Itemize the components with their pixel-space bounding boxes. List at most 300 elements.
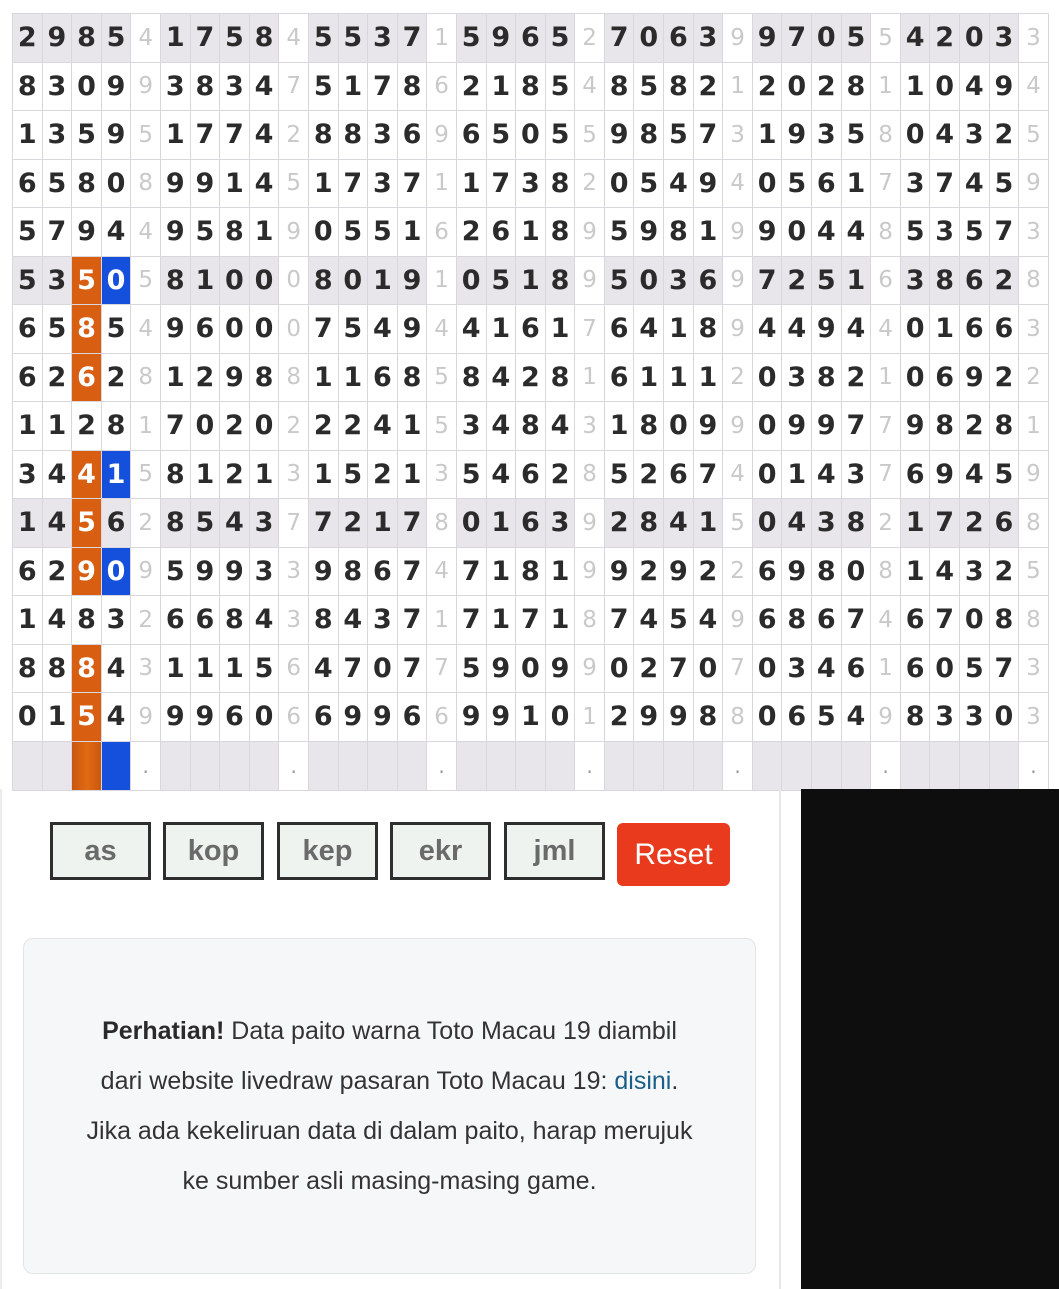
separator-cell[interactable]: 1 xyxy=(131,402,161,451)
blank-cell[interactable] xyxy=(634,741,664,790)
digit-cell[interactable]: 0 xyxy=(752,450,782,499)
digit-cell[interactable]: 8 xyxy=(989,402,1019,451)
digit-cell[interactable]: 0 xyxy=(249,305,279,354)
digit-cell[interactable]: 4 xyxy=(249,111,279,160)
digit-cell[interactable]: 5 xyxy=(72,111,102,160)
digit-cell[interactable]: 8 xyxy=(220,596,250,645)
digit-cell[interactable]: 0 xyxy=(634,256,664,305)
digit-cell[interactable]: 9 xyxy=(72,547,102,596)
digit-cell[interactable]: 9 xyxy=(190,159,220,208)
digit-cell[interactable]: 7 xyxy=(486,159,516,208)
digit-cell[interactable]: 2 xyxy=(190,353,220,402)
digit-cell[interactable]: 5 xyxy=(545,62,575,111)
separator-cell[interactable]: 4 xyxy=(427,547,457,596)
digit-cell[interactable]: 6 xyxy=(308,693,338,742)
digit-cell[interactable]: 2 xyxy=(338,499,368,548)
digit-cell[interactable]: 8 xyxy=(249,353,279,402)
digit-cell[interactable]: 0 xyxy=(664,402,694,451)
separator-cell[interactable]: 9 xyxy=(131,62,161,111)
blank-cell[interactable] xyxy=(782,741,812,790)
digit-cell[interactable]: 6 xyxy=(989,305,1019,354)
ekr-button[interactable]: ekr xyxy=(390,822,491,880)
digit-cell[interactable]: 3 xyxy=(812,499,842,548)
digit-cell[interactable]: 6 xyxy=(752,596,782,645)
separator-cell[interactable]: 8 xyxy=(131,159,161,208)
digit-cell[interactable]: 5 xyxy=(456,644,486,693)
digit-cell[interactable]: 3 xyxy=(13,450,43,499)
separator-cell[interactable]: 3 xyxy=(279,547,309,596)
digit-cell[interactable]: 1 xyxy=(900,547,930,596)
digit-cell[interactable]: 9 xyxy=(634,693,664,742)
separator-cell[interactable]: 8 xyxy=(575,450,605,499)
blank-cell[interactable] xyxy=(841,741,871,790)
separator-cell[interactable]: 3 xyxy=(723,111,753,160)
digit-cell[interactable]: 3 xyxy=(101,596,131,645)
separator-cell[interactable]: 9 xyxy=(131,693,161,742)
digit-cell[interactable]: 8 xyxy=(249,14,279,63)
digit-cell[interactable]: 1 xyxy=(397,208,427,257)
digit-cell[interactable]: 2 xyxy=(338,402,368,451)
digit-cell[interactable]: 9 xyxy=(72,208,102,257)
digit-cell[interactable]: 9 xyxy=(812,402,842,451)
digit-cell[interactable]: 2 xyxy=(604,693,634,742)
digit-cell[interactable]: 3 xyxy=(782,353,812,402)
digit-cell[interactable]: 6 xyxy=(989,499,1019,548)
digit-cell[interactable]: 4 xyxy=(249,596,279,645)
separator-cell[interactable]: 4 xyxy=(871,305,901,354)
digit-cell[interactable]: 8 xyxy=(308,256,338,305)
digit-cell[interactable]: 3 xyxy=(812,111,842,160)
digit-cell[interactable]: 3 xyxy=(368,159,398,208)
separator-cell[interactable]: 7 xyxy=(871,159,901,208)
digit-cell[interactable]: 1 xyxy=(456,159,486,208)
digit-cell[interactable]: 7 xyxy=(160,402,190,451)
digit-cell[interactable]: 8 xyxy=(101,402,131,451)
digit-cell[interactable]: 5 xyxy=(101,305,131,354)
digit-cell[interactable]: 8 xyxy=(516,402,546,451)
digit-cell[interactable]: 6 xyxy=(960,256,990,305)
digit-cell[interactable]: 5 xyxy=(308,62,338,111)
digit-cell[interactable]: 9 xyxy=(397,305,427,354)
separator-cell[interactable]: 6 xyxy=(279,644,309,693)
digit-cell[interactable]: 3 xyxy=(900,256,930,305)
digit-cell[interactable]: 8 xyxy=(900,693,930,742)
digit-cell[interactable]: 0 xyxy=(841,547,871,596)
digit-cell[interactable]: 4 xyxy=(220,499,250,548)
separator-cell[interactable]: 5 xyxy=(427,353,457,402)
digit-cell[interactable]: 1 xyxy=(516,256,546,305)
digit-cell[interactable]: 2 xyxy=(368,450,398,499)
digit-cell[interactable]: 1 xyxy=(397,450,427,499)
digit-cell[interactable]: 4 xyxy=(486,402,516,451)
separator-cell[interactable]: 9 xyxy=(575,547,605,596)
separator-cell[interactable]: 5 xyxy=(131,450,161,499)
digit-cell[interactable]: 6 xyxy=(368,547,398,596)
digit-cell[interactable]: 7 xyxy=(930,596,960,645)
digit-cell[interactable]: 1 xyxy=(397,402,427,451)
digit-cell[interactable]: 1 xyxy=(13,596,43,645)
digit-cell[interactable]: 1 xyxy=(13,111,43,160)
separator-cell[interactable]: 9 xyxy=(871,693,901,742)
digit-cell[interactable]: 4 xyxy=(782,305,812,354)
digit-cell[interactable]: 7 xyxy=(516,596,546,645)
separator-cell[interactable]: . xyxy=(871,741,901,790)
digit-cell[interactable]: 5 xyxy=(782,159,812,208)
digit-cell[interactable]: 7 xyxy=(604,596,634,645)
digit-cell[interactable]: 9 xyxy=(545,644,575,693)
digit-cell[interactable]: 1 xyxy=(516,208,546,257)
digit-cell[interactable]: 1 xyxy=(42,402,72,451)
digit-cell[interactable]: 1 xyxy=(308,450,338,499)
digit-cell[interactable]: 6 xyxy=(101,499,131,548)
separator-cell[interactable]: 3 xyxy=(279,596,309,645)
digit-cell[interactable]: 5 xyxy=(308,14,338,63)
separator-cell[interactable]: . xyxy=(723,741,753,790)
digit-cell[interactable]: 2 xyxy=(545,450,575,499)
digit-cell[interactable]: 8 xyxy=(693,305,723,354)
digit-cell[interactable]: 9 xyxy=(160,208,190,257)
digit-cell[interactable]: 8 xyxy=(42,644,72,693)
separator-cell[interactable]: 8 xyxy=(427,499,457,548)
digit-cell[interactable]: 9 xyxy=(160,693,190,742)
digit-cell[interactable]: 8 xyxy=(72,14,102,63)
separator-cell[interactable]: 3 xyxy=(1019,305,1049,354)
separator-cell[interactable]: 6 xyxy=(427,693,457,742)
source-link[interactable]: disini xyxy=(614,1067,672,1095)
digit-cell[interactable]: 0 xyxy=(900,353,930,402)
digit-cell[interactable]: 7 xyxy=(693,450,723,499)
digit-cell[interactable]: 5 xyxy=(368,208,398,257)
digit-cell[interactable]: 7 xyxy=(308,305,338,354)
digit-cell[interactable]: 0 xyxy=(634,14,664,63)
digit-cell[interactable]: 5 xyxy=(664,596,694,645)
digit-cell[interactable]: 3 xyxy=(368,111,398,160)
digit-cell[interactable]: 6 xyxy=(752,547,782,596)
digit-cell[interactable]: 1 xyxy=(545,305,575,354)
digit-cell[interactable]: 1 xyxy=(545,596,575,645)
digit-cell[interactable]: 4 xyxy=(664,499,694,548)
separator-cell[interactable]: 1 xyxy=(575,353,605,402)
digit-cell[interactable]: 9 xyxy=(486,14,516,63)
separator-cell[interactable]: 1 xyxy=(871,644,901,693)
jml-button[interactable]: jml xyxy=(504,822,605,880)
separator-cell[interactable]: 7 xyxy=(575,305,605,354)
blank-cell[interactable] xyxy=(220,741,250,790)
digit-cell[interactable]: 9 xyxy=(989,62,1019,111)
digit-cell[interactable]: 2 xyxy=(989,111,1019,160)
digit-cell[interactable]: 4 xyxy=(249,159,279,208)
digit-cell[interactable]: 8 xyxy=(308,111,338,160)
digit-cell[interactable]: 5 xyxy=(812,693,842,742)
digit-cell[interactable]: 1 xyxy=(249,208,279,257)
digit-cell[interactable]: 2 xyxy=(960,499,990,548)
separator-cell[interactable]: . xyxy=(575,741,605,790)
digit-cell[interactable]: 7 xyxy=(664,644,694,693)
separator-cell[interactable]: 7 xyxy=(871,450,901,499)
separator-cell[interactable]: 9 xyxy=(723,596,753,645)
separator-cell[interactable]: . xyxy=(279,741,309,790)
digit-cell[interactable]: 6 xyxy=(930,353,960,402)
blank-cell[interactable] xyxy=(693,741,723,790)
digit-cell[interactable]: 5 xyxy=(960,208,990,257)
digit-cell[interactable]: 7 xyxy=(338,159,368,208)
digit-cell[interactable]: 9 xyxy=(693,402,723,451)
digit-cell[interactable]: 4 xyxy=(693,596,723,645)
digit-cell[interactable]: 9 xyxy=(101,62,131,111)
digit-cell[interactable]: 1 xyxy=(190,256,220,305)
digit-cell[interactable]: 9 xyxy=(220,353,250,402)
digit-cell[interactable]: 6 xyxy=(13,547,43,596)
digit-cell[interactable]: 6 xyxy=(664,14,694,63)
digit-cell[interactable]: 8 xyxy=(13,644,43,693)
separator-cell[interactable]: 9 xyxy=(723,305,753,354)
digit-cell[interactable]: 2 xyxy=(930,14,960,63)
blank-cell[interactable] xyxy=(190,741,220,790)
separator-cell[interactable]: 8 xyxy=(1019,596,1049,645)
blank-cell[interactable] xyxy=(752,741,782,790)
digit-cell[interactable]: 2 xyxy=(989,547,1019,596)
digit-cell[interactable]: 1 xyxy=(634,353,664,402)
digit-cell[interactable]: 6 xyxy=(190,596,220,645)
digit-cell[interactable]: 2 xyxy=(693,547,723,596)
digit-cell[interactable]: 4 xyxy=(841,693,871,742)
digit-cell[interactable]: 8 xyxy=(664,208,694,257)
kep-button[interactable]: kep xyxy=(277,822,378,880)
kop-button[interactable]: kop xyxy=(163,822,264,880)
separator-cell[interactable]: 1 xyxy=(871,62,901,111)
separator-cell[interactable]: 3 xyxy=(1019,208,1049,257)
digit-cell[interactable]: 1 xyxy=(545,547,575,596)
separator-cell[interactable]: 8 xyxy=(1019,256,1049,305)
digit-cell[interactable]: 2 xyxy=(13,14,43,63)
digit-cell[interactable]: 7 xyxy=(841,402,871,451)
digit-cell[interactable]: 3 xyxy=(160,62,190,111)
digit-cell[interactable]: 0 xyxy=(516,111,546,160)
digit-cell[interactable]: 0 xyxy=(752,353,782,402)
digit-cell[interactable]: 5 xyxy=(72,499,102,548)
digit-cell[interactable]: 0 xyxy=(752,693,782,742)
digit-cell[interactable]: 9 xyxy=(782,111,812,160)
digit-cell[interactable]: 1 xyxy=(486,499,516,548)
digit-cell[interactable]: 9 xyxy=(308,547,338,596)
digit-cell[interactable]: 0 xyxy=(101,159,131,208)
separator-cell[interactable]: 3 xyxy=(1019,14,1049,63)
digit-cell[interactable]: 7 xyxy=(693,111,723,160)
separator-cell[interactable]: 8 xyxy=(871,111,901,160)
digit-cell[interactable]: 1 xyxy=(486,62,516,111)
digit-cell[interactable]: 5 xyxy=(190,499,220,548)
digit-cell[interactable]: 1 xyxy=(13,402,43,451)
blank-cell[interactable] xyxy=(960,741,990,790)
digit-cell[interactable]: 7 xyxy=(989,208,1019,257)
digit-cell[interactable]: 0 xyxy=(930,644,960,693)
digit-cell[interactable]: 5 xyxy=(338,14,368,63)
digit-cell[interactable]: 8 xyxy=(782,596,812,645)
separator-cell[interactable]: 8 xyxy=(131,353,161,402)
digit-cell[interactable]: 3 xyxy=(782,644,812,693)
digit-cell[interactable]: 8 xyxy=(812,353,842,402)
digit-cell[interactable]: 1 xyxy=(693,208,723,257)
digit-cell[interactable]: 4 xyxy=(752,305,782,354)
digit-cell[interactable]: 8 xyxy=(545,256,575,305)
separator-cell[interactable]: . xyxy=(1019,741,1049,790)
digit-cell[interactable]: 6 xyxy=(900,596,930,645)
separator-cell[interactable]: 6 xyxy=(871,256,901,305)
separator-cell[interactable]: 1 xyxy=(1019,402,1049,451)
separator-cell[interactable]: 2 xyxy=(871,499,901,548)
digit-cell[interactable]: 1 xyxy=(308,159,338,208)
digit-cell[interactable]: 2 xyxy=(42,353,72,402)
digit-cell[interactable]: 3 xyxy=(249,499,279,548)
separator-cell[interactable]: 1 xyxy=(427,596,457,645)
digit-cell[interactable]: 5 xyxy=(456,450,486,499)
blank-cell[interactable] xyxy=(160,741,190,790)
separator-cell[interactable]: 8 xyxy=(723,693,753,742)
digit-cell[interactable]: 0 xyxy=(989,693,1019,742)
digit-cell[interactable]: 4 xyxy=(960,159,990,208)
digit-cell[interactable]: 4 xyxy=(960,62,990,111)
blank-cell[interactable] xyxy=(368,741,398,790)
digit-cell[interactable]: 2 xyxy=(220,450,250,499)
digit-cell[interactable]: 8 xyxy=(397,353,427,402)
digit-cell[interactable]: 8 xyxy=(220,208,250,257)
digit-cell[interactable]: 1 xyxy=(368,256,398,305)
digit-cell[interactable]: 0 xyxy=(456,499,486,548)
digit-cell[interactable]: 5 xyxy=(960,644,990,693)
digit-cell[interactable]: 5 xyxy=(13,208,43,257)
digit-cell[interactable]: 9 xyxy=(42,14,72,63)
digit-cell[interactable]: 6 xyxy=(841,644,871,693)
digit-cell[interactable]: 2 xyxy=(42,547,72,596)
separator-cell[interactable]: 3 xyxy=(575,402,605,451)
digit-cell[interactable]: 3 xyxy=(368,14,398,63)
digit-cell[interactable]: 7 xyxy=(604,14,634,63)
digit-cell[interactable]: 1 xyxy=(338,353,368,402)
digit-cell[interactable]: 6 xyxy=(516,14,546,63)
digit-cell[interactable]: 8 xyxy=(664,62,694,111)
digit-cell[interactable]: 0 xyxy=(752,402,782,451)
digit-cell[interactable]: 8 xyxy=(338,111,368,160)
blank-cell[interactable] xyxy=(900,741,930,790)
separator-cell[interactable]: 9 xyxy=(723,208,753,257)
digit-cell[interactable]: 7 xyxy=(782,14,812,63)
digit-cell[interactable]: 0 xyxy=(693,644,723,693)
digit-cell[interactable]: 9 xyxy=(456,693,486,742)
blank-cell[interactable] xyxy=(486,741,516,790)
digit-cell[interactable]: 7 xyxy=(190,14,220,63)
digit-cell[interactable]: 9 xyxy=(486,693,516,742)
separator-cell[interactable]: 3 xyxy=(1019,644,1049,693)
separator-cell[interactable]: 2 xyxy=(575,159,605,208)
digit-cell[interactable]: 4 xyxy=(930,547,960,596)
digit-cell[interactable]: 1 xyxy=(486,305,516,354)
separator-cell[interactable]: 3 xyxy=(279,450,309,499)
digit-cell[interactable]: 8 xyxy=(634,499,664,548)
digit-cell[interactable]: 5 xyxy=(545,14,575,63)
digit-cell[interactable]: 2 xyxy=(101,353,131,402)
digit-cell[interactable]: 7 xyxy=(456,547,486,596)
separator-cell[interactable]: 4 xyxy=(575,62,605,111)
digit-cell[interactable]: 6 xyxy=(664,450,694,499)
digit-cell[interactable]: 0 xyxy=(220,256,250,305)
digit-cell[interactable]: 3 xyxy=(960,547,990,596)
digit-cell[interactable]: 2 xyxy=(812,62,842,111)
digit-cell[interactable]: 7 xyxy=(397,499,427,548)
digit-cell[interactable]: 6 xyxy=(516,499,546,548)
blank-cell[interactable] xyxy=(930,741,960,790)
digit-cell[interactable]: 8 xyxy=(841,499,871,548)
separator-cell[interactable]: 4 xyxy=(1019,62,1049,111)
digit-cell[interactable]: 0 xyxy=(930,62,960,111)
digit-cell[interactable]: 7 xyxy=(397,159,427,208)
digit-cell[interactable]: 3 xyxy=(960,111,990,160)
digit-cell[interactable]: 8 xyxy=(930,256,960,305)
digit-cell[interactable]: 8 xyxy=(456,353,486,402)
separator-cell[interactable]: 9 xyxy=(575,208,605,257)
blank-cell[interactable] xyxy=(72,741,102,790)
digit-cell[interactable]: 2 xyxy=(456,62,486,111)
digit-cell[interactable]: 7 xyxy=(220,111,250,160)
digit-cell[interactable]: 0 xyxy=(220,305,250,354)
digit-cell[interactable]: 5 xyxy=(604,450,634,499)
digit-cell[interactable]: 0 xyxy=(752,159,782,208)
digit-cell[interactable]: 9 xyxy=(693,159,723,208)
separator-cell[interactable]: 1 xyxy=(427,14,457,63)
digit-cell[interactable]: 3 xyxy=(930,208,960,257)
digit-cell[interactable]: 1 xyxy=(900,499,930,548)
digit-cell[interactable]: 9 xyxy=(160,305,190,354)
digit-cell[interactable]: 5 xyxy=(664,111,694,160)
separator-cell[interactable]: 5 xyxy=(131,111,161,160)
digit-cell[interactable]: 8 xyxy=(160,450,190,499)
digit-cell[interactable]: 7 xyxy=(841,596,871,645)
digit-cell[interactable]: 1 xyxy=(841,256,871,305)
separator-cell[interactable]: 1 xyxy=(427,159,457,208)
separator-cell[interactable]: 4 xyxy=(279,14,309,63)
separator-cell[interactable]: 3 xyxy=(1019,693,1049,742)
digit-cell[interactable]: 4 xyxy=(368,402,398,451)
digit-cell[interactable]: 9 xyxy=(397,256,427,305)
separator-cell[interactable]: 1 xyxy=(723,62,753,111)
digit-cell[interactable]: 4 xyxy=(634,596,664,645)
digit-cell[interactable]: 6 xyxy=(368,353,398,402)
separator-cell[interactable]: 1 xyxy=(575,693,605,742)
digit-cell[interactable]: 9 xyxy=(812,305,842,354)
blank-cell[interactable] xyxy=(604,741,634,790)
blank-cell[interactable] xyxy=(456,741,486,790)
digit-cell[interactable]: 0 xyxy=(249,693,279,742)
digit-cell[interactable]: 1 xyxy=(782,450,812,499)
digit-cell[interactable]: 2 xyxy=(308,402,338,451)
digit-cell[interactable]: 8 xyxy=(160,499,190,548)
digit-cell[interactable]: 4 xyxy=(664,159,694,208)
digit-cell[interactable]: 4 xyxy=(101,208,131,257)
separator-cell[interactable]: 9 xyxy=(575,644,605,693)
digit-cell[interactable]: 6 xyxy=(13,353,43,402)
digit-cell[interactable]: 0 xyxy=(308,208,338,257)
separator-cell[interactable]: 2 xyxy=(1019,353,1049,402)
digit-cell[interactable]: 6 xyxy=(160,596,190,645)
separator-cell[interactable]: 7 xyxy=(871,402,901,451)
digit-cell[interactable]: 6 xyxy=(693,256,723,305)
digit-cell[interactable]: 8 xyxy=(841,62,871,111)
digit-cell[interactable]: 4 xyxy=(338,596,368,645)
digit-cell[interactable]: 5 xyxy=(338,208,368,257)
digit-cell[interactable]: 0 xyxy=(368,644,398,693)
blank-cell[interactable] xyxy=(249,741,279,790)
separator-cell[interactable]: 6 xyxy=(427,208,457,257)
digit-cell[interactable]: 5 xyxy=(545,111,575,160)
